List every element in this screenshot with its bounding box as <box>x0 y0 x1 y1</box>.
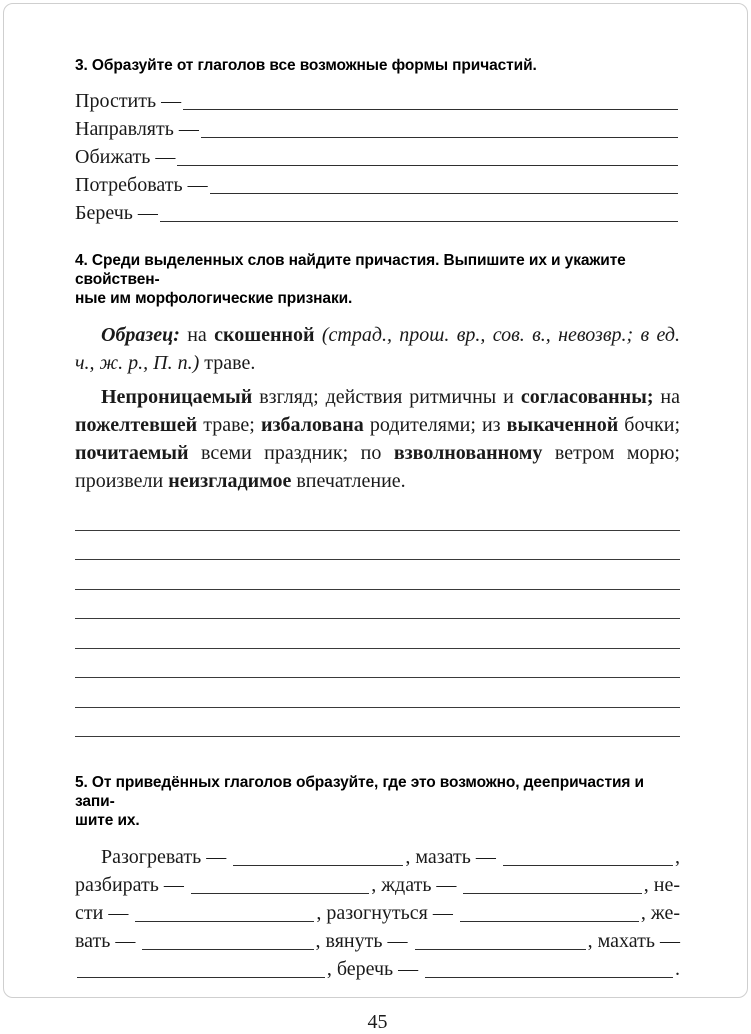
answer-lines <box>75 501 680 737</box>
writing-line[interactable] <box>75 560 680 590</box>
gerund-line <box>75 927 680 955</box>
answer-blank[interactable] <box>140 927 315 955</box>
answer-blank[interactable] <box>501 843 675 871</box>
writing-line[interactable] <box>75 678 680 708</box>
exercise-5-heading <box>75 773 680 830</box>
verb-row <box>75 115 680 143</box>
text-segment: , же- <box>640 902 680 924</box>
text-segment: , вянуть — <box>315 930 413 952</box>
text-segment: бочки; <box>618 414 681 436</box>
verb-row <box>75 199 680 227</box>
text-segment: всеми праздник; по <box>188 442 394 464</box>
answer-blank[interactable] <box>208 171 680 199</box>
text-segment: родителями; из <box>363 414 507 436</box>
text-segment: ветром морю; произвели <box>75 442 680 492</box>
gerund-line <box>75 871 680 899</box>
text-segment: взгляд; действия ритмичны и <box>252 386 521 408</box>
text-segment: Разогревать — <box>101 846 232 868</box>
verb-row <box>75 87 680 115</box>
text-segment: впечатление. <box>291 470 406 492</box>
answer-blank[interactable] <box>181 87 680 115</box>
writing-line[interactable] <box>75 708 680 738</box>
text-segment: , махать — <box>587 930 680 952</box>
text-segment: (страд., прош. вр., сов. в., невозвр.; в ед. ч., ж. р., П. п.) <box>75 324 680 374</box>
writing-line[interactable] <box>75 531 680 561</box>
text-segment: скошенной <box>214 324 315 346</box>
exercise-4-heading <box>75 251 680 308</box>
task-paragraph <box>75 383 680 495</box>
text-segment: неизгладимое <box>168 470 292 492</box>
text-segment: на <box>179 324 215 346</box>
text-segment: , не- <box>643 874 681 896</box>
text-segment: выкаченной <box>506 414 619 436</box>
page-number: 45 <box>367 1011 388 1033</box>
verb-label: Потребовать — <box>75 174 208 196</box>
answer-blank[interactable] <box>158 199 680 227</box>
exercise-5-heading-line-1: 5. От приведённых глаголов образуйте, где это возможно, деепричастия и запи- <box>75 774 644 810</box>
exercise-4-heading-line-2: ные им морфологические признаки. <box>75 290 353 307</box>
exercise-5-body <box>75 843 680 983</box>
exercise-3-verb-list <box>75 87 680 227</box>
answer-blank[interactable] <box>175 143 680 171</box>
exercise-5-heading-line-2: шите их. <box>75 812 140 829</box>
writing-line[interactable] <box>75 501 680 531</box>
gerund-line <box>75 899 680 927</box>
example-paragraph <box>75 321 680 377</box>
verb-label: Простить — <box>75 90 182 112</box>
verb-label: Направлять — <box>75 118 199 140</box>
verb-row <box>75 143 680 171</box>
text-segment: , разогнуться — <box>316 902 458 924</box>
text-segment: , <box>675 846 681 868</box>
answer-blank[interactable] <box>423 955 675 983</box>
text-segment: избалована <box>260 414 364 436</box>
exercise-4 <box>75 251 680 737</box>
answer-blank[interactable] <box>231 843 405 871</box>
text-segment: , ждать — <box>371 874 462 896</box>
writing-line[interactable] <box>75 619 680 649</box>
text-segment: Образец: <box>101 324 180 346</box>
gerund-line <box>75 955 680 983</box>
answer-blank[interactable] <box>133 899 316 927</box>
text-segment: траве. <box>199 352 256 374</box>
exercise-3-heading: 3. Образуйте от глаголов все возможные формы причастий. <box>75 57 537 74</box>
answer-blank[interactable] <box>461 871 643 899</box>
text-segment: Непроницаемый <box>101 386 253 408</box>
text-segment: взволнованному <box>393 442 543 464</box>
exercise-3 <box>75 56 680 227</box>
verb-label: Обижать — <box>75 146 176 168</box>
answer-blank[interactable] <box>413 927 588 955</box>
answer-blank[interactable] <box>199 115 680 143</box>
verb-row <box>75 171 680 199</box>
exercise-4-heading-line-1: 4. Среди выделенных слов найдите причастия. Выпишите их и укажите свойствен- <box>75 252 626 288</box>
text-segment: согласованны; <box>520 386 654 408</box>
gerund-line <box>75 843 680 871</box>
text-segment: траве; <box>197 414 261 436</box>
exercise-5 <box>75 773 680 983</box>
text-segment: почитаемый <box>75 442 189 464</box>
verb-label: Беречь — <box>75 202 158 224</box>
answer-blank[interactable] <box>189 871 371 899</box>
answer-blank[interactable] <box>75 955 327 983</box>
text-segment: . <box>675 958 681 980</box>
answer-blank[interactable] <box>458 899 641 927</box>
writing-line[interactable] <box>75 649 680 679</box>
text-segment: вать — <box>75 930 141 952</box>
text-segment: на <box>653 386 680 408</box>
text-segment: сти — <box>75 902 134 924</box>
text-segment: , беречь — <box>326 958 424 980</box>
text-segment: пожелтевшей <box>75 414 198 436</box>
writing-line[interactable] <box>75 590 680 620</box>
text-segment: разбирать — <box>75 874 189 896</box>
text-segment: , мазать — <box>405 846 501 868</box>
